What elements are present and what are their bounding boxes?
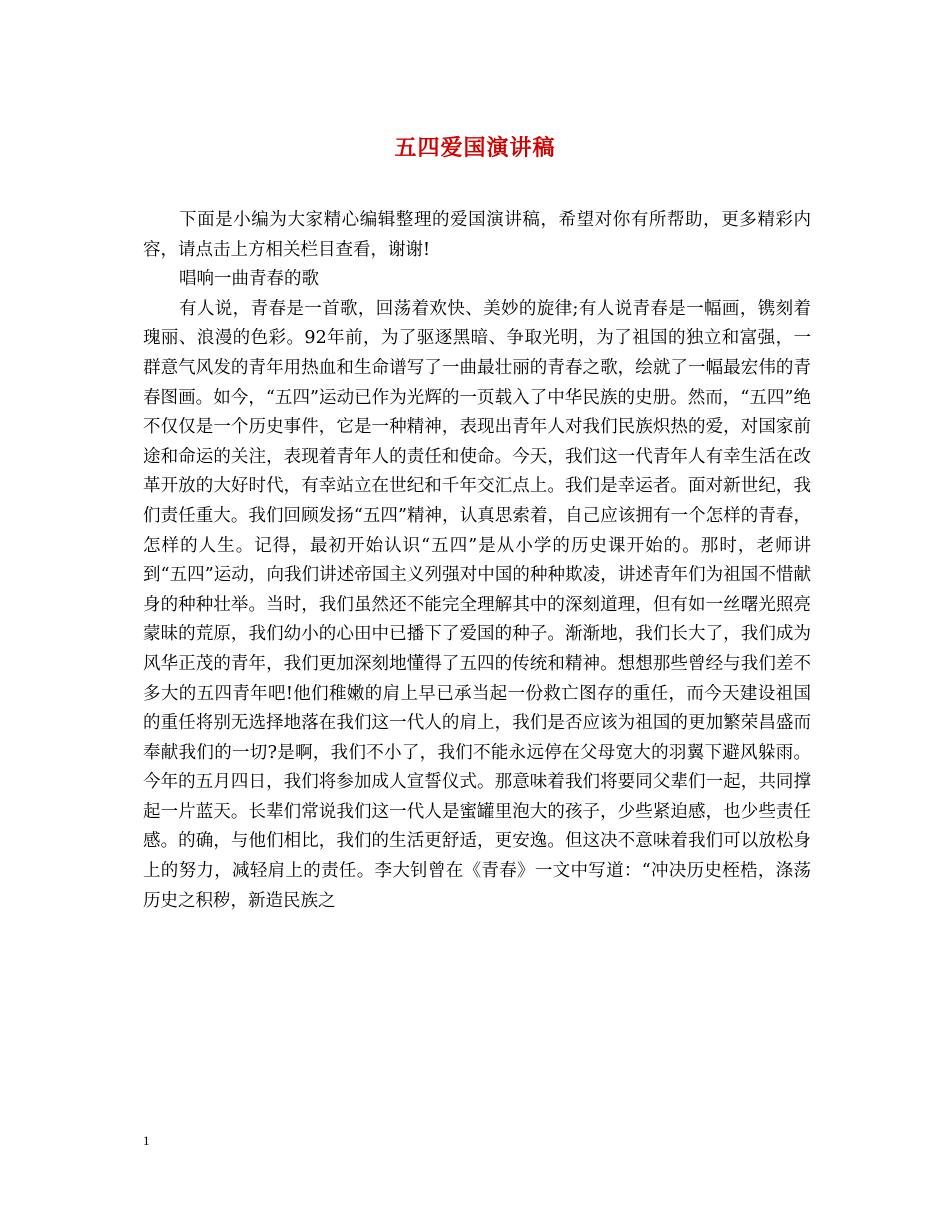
document-title: 五四爱国演讲稿 (394, 135, 556, 161)
section-heading: 唱响一曲青春的歌 (179, 269, 319, 290)
document-body (143, 206, 811, 916)
body-paragraph: 有人说，青春是一首歌，回荡着欢快、美妙的旋律;有人说青春是一幅画，镌刻着瑰丽、浪漫的色彩。92年前，为了驱逐黑暗、争取光明，为了祖国的独立和富强，一群意气风发的青年用热血和生命谱写了一曲最壮丽的青春之歌，绘就了一幅最宏伟的青春图画。如今，“五四”运动已作为光辉的一页载入了中华民族的史册。然而，“五四”绝不仅仅是一个历史事件，它是一种精神，表现出青年人对我们民族炽热的爱，对国家前途和命运的关注，表现着青年人的责任和使命。今天，我们这一代青年人有幸生活在改革开放的大好时代，有幸站立在世纪和千年交汇点上。我们是幸运者。面对新世纪，我们责任重大。我们回顾发扬“五四”精神，认真思索着，自己应该拥有一个怎样的青春，怎样的人生。记得，最初开始认识“五四”是从小学的历史课开始的。那时，老师讲到“五四”运动，向我们讲述帝国主义列强对中国的种种欺凌，讲述青年们为祖国不惜献身的种种壮举。当时，我们虽然还不能完全理解其中的深刻道理，但有如一丝曙光照亮蒙昧的荒原，我们幼小的心田中已播下了爱国的种子。渐渐地，我们长大了，我们成为风华正茂的青年，我们更加深刻地懂得了五四的传统和精神。想想那些曾经与我们差不多大的五四青年吧!他们稚嫩的肩上早已承当起一份救亡图存的重任，而今天建设祖国的重任将别无选择地落在我们这一代人的肩上，我们是否应该为祖国的更加繁荣昌盛而奉献我们的一切?是啊，我们不小了，我们不能永远停在父母宽大的羽翼下避风躲雨。今年的五月四日，我们将参加成人宣誓仪式。那意味着我们将要同父辈们一起，共同撑起一片蓝天。长辈们常说我们这一代人是蜜罐里泡大的孩子，少些紧迫感，也少些责任感。的确，与他们相比，我们的生活更舒适，更安逸。但这决不意味着我们可以放松身上的努力，减轻肩上的责任。李大钊曾在《青春》一文中写道：“冲决历史桎梏，涤荡历史之积秽，新造民族之 (143, 298, 811, 911)
intro-paragraph: 下面是小编为大家精心编辑整理的爱国演讲稿，希望对你有所帮助，更多精彩内容，请点击上方相关栏目查看，谢谢! (143, 210, 811, 260)
page-number: 1 (143, 1133, 150, 1148)
